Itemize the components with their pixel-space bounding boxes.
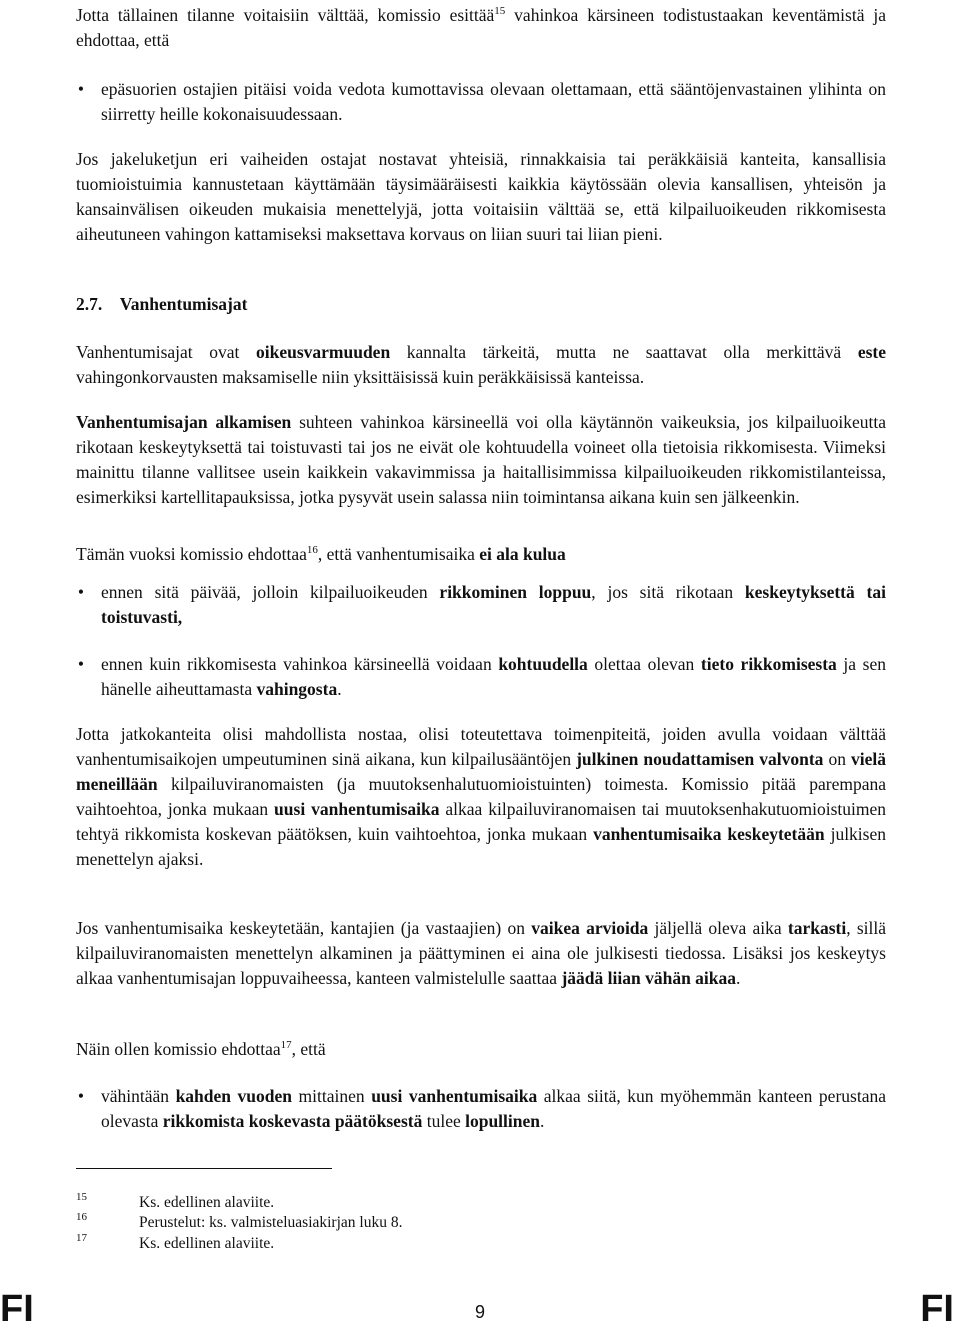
bullet-icon: • bbox=[77, 582, 85, 602]
paragraph-proposal-16: Tämän vuoksi komissio ehdottaa$^{16}$, että vanhentumisaika ei ala kulua bbox=[76, 544, 566, 564]
footnote-text: Perustelut: ks. valmisteluasiakirjan luku 8. bbox=[139, 1214, 403, 1231]
paragraph-limitation-periods: Vanhentumisajat ovat oikeusvarmuuden kannalta tärkeitä, mutta ne saattavat olla merkittävä este vahingonkorvausten maksamiselle niin yksittäisissä kuin peräkkäisissä kanteissa. bbox=[76, 342, 886, 387]
bullet-list-2 bbox=[76, 580, 886, 630]
footnote-ref-16: 16 bbox=[306, 544, 318, 557]
section-number: 2.7. bbox=[76, 294, 103, 314]
footnote-ref-15: 15 bbox=[494, 5, 506, 18]
bullet-icon: • bbox=[77, 654, 85, 674]
footer-language-left: FI bbox=[0, 1288, 34, 1330]
footnote-number: 17 bbox=[76, 1232, 87, 1244]
paragraph-suspension: Jos vanhentumisaika keskeytetään, kantajien (ja vastaajien) on vaikea arvioida jäljellä oleva aika tarkasti, sillä kilpailuviranomaisten menettelyn alkaminen ja päättyminen ei aina ole julkisesti tiedossa. Lisäksi jos keskeytys alkaa vanhentumisajan loppuvaiheessa, kanteen valmistelulle saattaa jäädä liian vähän aikaa. bbox=[76, 918, 886, 988]
list-item: • vähintään kahden vuoden mittainen uusi vanhentumisaika alkaa siitä, kun myöhemmän kanteen perustana olevasta rikkomista koskevasta päätöksestä tulee lopullinen. bbox=[77, 1086, 886, 1131]
footnote-text: Ks. edellinen alaviite. bbox=[139, 1235, 275, 1252]
list-item: • epäsuorien ostajien pitäisi voida vedota kumottavissa olevaan olettamaan, että sääntöjenvastainen ylihinta on siirretty heille kokonaisuudessaan. bbox=[77, 79, 886, 124]
paragraph-start-of-period: Vanhentumisajan alkamisen suhteen vahinkoa kärsineellä voi olla käytännön vaikeuksia, jos kilpailuoikeutta rikotaan keskeytyksettä tai toistuvasti tai jos ne eivät ole kohtuudella voineet olla tietoisia rikkomisesta. Viimeksi mainittu tilanne vallitsee usein kaikkein vakavimmissa ja haitallisimmissa kilpailuoikeuden rikkomistilanteissa, esimerkiksi kartellitapauksissa, jotka pysyvät usein salassa niin toimintansa aikana kuin sen jälkeenkin. bbox=[76, 412, 886, 507]
paragraph-proposal-17: Näin ollen komissio ehdottaa$^{17}$, että bbox=[76, 1039, 326, 1059]
footnote-ref-17: 17 bbox=[280, 1039, 292, 1052]
bullet-list-3 bbox=[76, 652, 886, 702]
bullet-icon: • bbox=[77, 1086, 85, 1106]
footnote-divider bbox=[76, 1168, 332, 1169]
paragraph-parallel-actions: Jos jakeluketjun eri vaiheiden ostajat nostavat yhteisiä, rinnakkaisia tai peräkkäisiä kanteita, kansallisia tuomioistuimia kannustetaan käyttämään täysimääräisesti kaikkia käytössään olevia kansallisen, yhteisön ja kansainvälisen oikeuden mukaisia menettelyjä, jotta voitaisiin välttää se, että kilpailuoikeuden rikkomisesta aiheutuneen vahingon kattamiseksi maksettava korvaus on liian suuri tai liian pieni. bbox=[76, 149, 886, 244]
list-item: • ennen kuin rikkomisesta vahinkoa kärsineellä voidaan kohtuudella olettaa olevan tieto rikkomisesta ja sen hänelle aiheuttamasta vahingosta. bbox=[77, 654, 886, 699]
section-heading bbox=[76, 292, 247, 317]
footnote-number: 15 bbox=[76, 1191, 87, 1203]
bullet-list-1 bbox=[76, 77, 886, 127]
bullet-icon: • bbox=[77, 79, 85, 99]
section-title: Vanhentumisajat bbox=[119, 294, 248, 314]
list-item: • ennen sitä päivää, jolloin kilpailuoikeuden rikkominen loppuu, jos sitä rikotaan keskeytyksettä tai toistuvasti, bbox=[77, 582, 886, 627]
footnote-text: Ks. edellinen alaviite. bbox=[139, 1194, 275, 1211]
footer-language-right: FI bbox=[920, 1288, 954, 1330]
bullet-list-4 bbox=[76, 1084, 886, 1134]
paragraph-intro: Jotta tällainen tilanne voitaisiin välttää, komissio esittää$^{15}$ vahinkoa kärsineen todistustaakan keventämistä ja ehdottaa, että bbox=[76, 5, 886, 50]
page-number: 9 bbox=[474, 1302, 485, 1322]
paragraph-follow-on-actions: Jotta jatkokanteita olisi mahdollista nostaa, olisi toteutettava toimenpiteitä, joiden avulla voidaan välttää vanhentumisaikojen umpeutuminen sinä aikana, kun kilpailusääntöjen julkinen noudattamisen valvonta on vielä meneillään kilpailuviranomaisten (ja muutoksenhalutuomioistuinten) toimesta. Komissio pitää parempana vaihtoehtoa, jonka mukaan uusi vanhentumisaika alkaa kilpailuviranomaisen tai muutoksenhakutuomioistuimen tehtyä rikkomista koskevan päätöksen, kuin vaihtoehtoa, jonka mukaan vanhentumisaika keskeytetään julkisen menettelyn ajaksi. bbox=[76, 724, 886, 869]
footnote-number: 16 bbox=[76, 1211, 87, 1223]
